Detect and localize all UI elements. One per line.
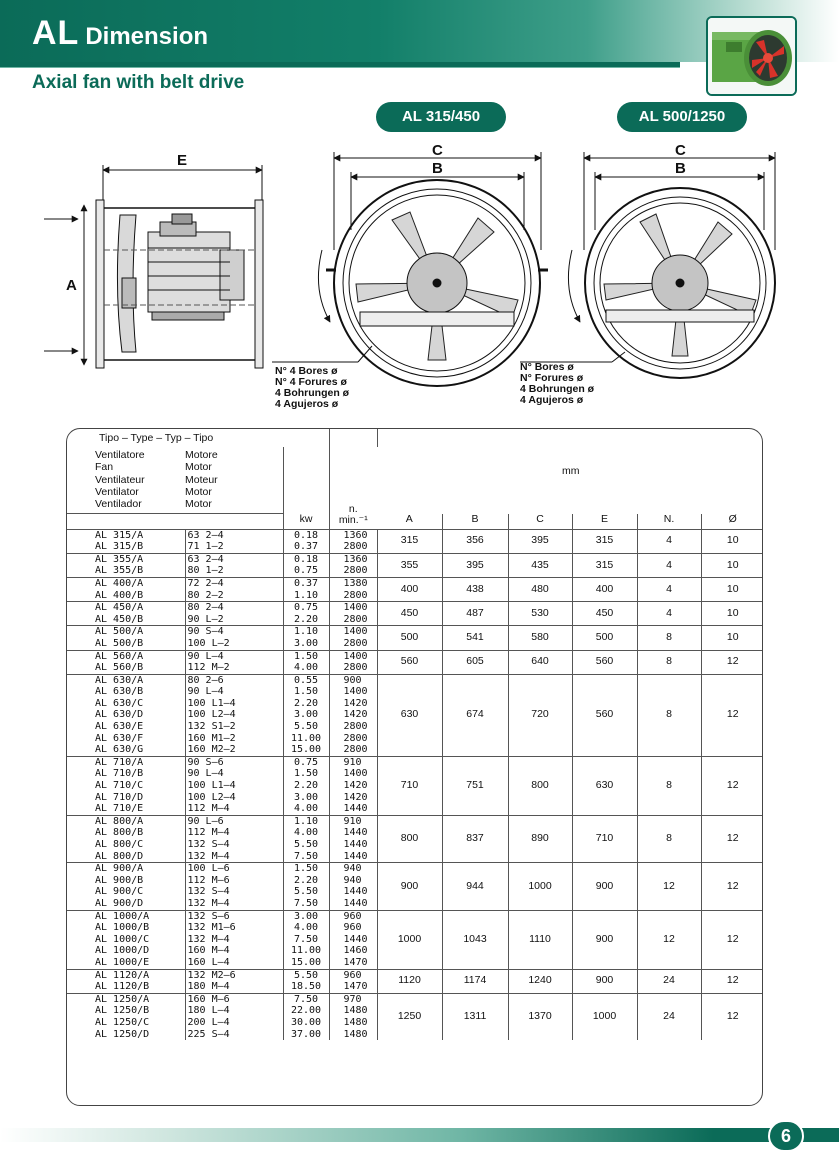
speed-cell: 940 940 1440 1440 <box>329 863 377 910</box>
bore-diameter-cell: 10 <box>701 529 763 553</box>
col-header-e: E <box>572 514 637 529</box>
power-cell: 0.37 1.10 <box>283 577 329 601</box>
bore-diameter-cell: 12 <box>701 756 763 815</box>
bore-count-cell: 8 <box>637 756 701 815</box>
dim-label-b-small: B <box>432 160 443 177</box>
dim-a-cell: 500 <box>377 626 442 650</box>
motor-cell: 90 L–4 112 M–2 <box>185 650 283 674</box>
dim-e-cell: 630 <box>572 756 637 815</box>
dimension-drawings <box>0 0 839 430</box>
dim-b-cell: 487 <box>442 602 508 626</box>
motor-cell: 72 2–4 80 2–2 <box>185 577 283 601</box>
fan-type-cell: AL 450/A AL 450/B <box>67 602 185 626</box>
fan-type-cell: AL 900/A AL 900/B AL 900/C AL 900/D <box>67 863 185 910</box>
col-header-b: B <box>442 514 508 529</box>
dim-e-cell: 560 <box>572 650 637 674</box>
fan-label-header: Ventilatore Fan Ventilateur Ventilator Ventilador <box>67 447 185 514</box>
speed-cell: 960 960 1440 1460 1470 <box>329 910 377 969</box>
dim-c-cell: 1240 <box>508 969 572 993</box>
dim-b-cell: 751 <box>442 756 508 815</box>
dim-label-e: E <box>177 152 188 169</box>
bore-count-cell: 8 <box>637 626 701 650</box>
dim-a-cell: 400 <box>377 577 442 601</box>
model-pill-large: AL 500/1250 <box>617 102 747 132</box>
dim-e-cell: 1000 <box>572 993 637 1040</box>
dim-e-cell: 900 <box>572 863 637 910</box>
table-row <box>67 910 763 969</box>
power-cell: 0.75 2.20 <box>283 602 329 626</box>
table-row <box>67 756 763 815</box>
dim-b-cell: 395 <box>442 553 508 577</box>
front-view-small <box>272 152 548 386</box>
dim-label-c-small: C <box>432 142 443 159</box>
bore-count-cell: 24 <box>637 993 701 1040</box>
table-row <box>67 863 763 910</box>
dim-b-cell: 1174 <box>442 969 508 993</box>
dim-label-c-large: C <box>675 142 686 159</box>
page-number: 6 <box>768 1120 804 1152</box>
fan-type-cell: AL 1000/A AL 1000/B AL 1000/C AL 1000/D AL 1000/E <box>67 910 185 969</box>
power-cell: 1.50 2.20 5.50 7.50 <box>283 863 329 910</box>
dim-c-cell: 580 <box>508 626 572 650</box>
fan-type-cell: AL 800/A AL 800/B AL 800/C AL 800/D <box>67 815 185 862</box>
dim-c-cell: 640 <box>508 650 572 674</box>
col-header-a: A <box>377 514 442 529</box>
speed-cell: 910 1440 1440 1440 <box>329 815 377 862</box>
motor-label-header: Motore Motor Moteur Motor Motor <box>185 447 283 514</box>
series-name: AL <box>32 14 80 52</box>
dim-a-cell: 800 <box>377 815 442 862</box>
title-text: Dimension <box>85 23 209 50</box>
dim-b-cell: 605 <box>442 650 508 674</box>
fan-type-cell: AL 1250/A AL 1250/B AL 1250/C AL 1250/D <box>67 993 185 1040</box>
dim-c-cell: 890 <box>508 815 572 862</box>
bores-note-large: N° Bores ø N° Forures ø 4 Bohrungen ø 4 Agujeros ø <box>520 361 595 406</box>
fan-type-cell: AL 355/A AL 355/B <box>67 553 185 577</box>
motor-cell: 160 M–6 180 L–4 200 L–4 225 S–4 <box>185 993 283 1040</box>
fan-type-cell: AL 400/A AL 400/B <box>67 577 185 601</box>
dim-b-cell: 674 <box>442 674 508 756</box>
dim-b-cell: 1043 <box>442 910 508 969</box>
power-cell: 0.55 1.50 2.20 3.00 5.50 11.00 15.00 <box>283 674 329 756</box>
bore-count-cell: 4 <box>637 529 701 553</box>
dim-c-cell: 720 <box>508 674 572 756</box>
model-pill-small: AL 315/450 <box>376 102 506 132</box>
dim-a-cell: 315 <box>377 529 442 553</box>
dim-label-b-large: B <box>675 160 686 177</box>
speed-cell: 1360 2800 <box>329 553 377 577</box>
bore-count-cell: 4 <box>637 602 701 626</box>
speed-cell: 1400 2800 <box>329 626 377 650</box>
dim-a-cell: 450 <box>377 602 442 626</box>
dim-a-cell: 1250 <box>377 993 442 1040</box>
dim-e-cell: 450 <box>572 602 637 626</box>
speed-cell: 960 1470 <box>329 969 377 993</box>
col-header-n: N. <box>637 514 701 529</box>
table-row <box>67 993 763 1040</box>
motor-cell: 100 L–6 112 M–6 132 S–4 132 M–4 <box>185 863 283 910</box>
table-row <box>67 602 763 626</box>
dim-a-cell: 355 <box>377 553 442 577</box>
bore-diameter-cell: 12 <box>701 674 763 756</box>
speed-cell: 1400 2800 <box>329 650 377 674</box>
motor-cell: 90 S–4 100 L–2 <box>185 626 283 650</box>
table-row <box>67 674 763 756</box>
bore-diameter-cell: 12 <box>701 863 763 910</box>
motor-cell: 132 S–6 132 M1–6 132 M–4 160 M–4 160 L–4 <box>185 910 283 969</box>
power-cell: 0.18 0.75 <box>283 553 329 577</box>
table-row <box>67 577 763 601</box>
bore-count-cell: 8 <box>637 674 701 756</box>
bore-diameter-cell: 12 <box>701 910 763 969</box>
bore-diameter-cell: 10 <box>701 626 763 650</box>
dim-e-cell: 500 <box>572 626 637 650</box>
bore-diameter-cell: 12 <box>726 1010 739 1023</box>
dim-e-cell: 315 <box>572 529 637 553</box>
footer-band <box>0 1128 839 1142</box>
motor-cell: 80 2–6 90 L–4 100 L1–4 100 L2–4 132 S1–2 160 M1–2 160 M2–2 <box>185 674 283 756</box>
side-view-drawing <box>44 165 263 368</box>
bore-diameter-cell: 12 <box>701 969 763 993</box>
dim-e-cell: 400 <box>572 577 637 601</box>
dim-a-cell: 900 <box>377 863 442 910</box>
dim-b-cell: 438 <box>442 577 508 601</box>
motor-cell: 63 2–4 71 1–2 <box>185 529 283 553</box>
dimension-table <box>66 428 763 1106</box>
fan-type-cell: AL 500/A AL 500/B <box>67 626 185 650</box>
dim-c-cell: 1110 <box>508 910 572 969</box>
dim-e-cell: 900 <box>572 910 637 969</box>
bore-count-cell: 4 <box>637 577 701 601</box>
page-subtitle: Axial fan with belt drive <box>32 72 245 93</box>
dim-b-cell: 837 <box>442 815 508 862</box>
dim-a-cell: 560 <box>377 650 442 674</box>
dim-b-cell: 541 <box>442 626 508 650</box>
dim-c-cell: 480 <box>508 577 572 601</box>
table-row <box>67 626 763 650</box>
power-cell: 0.18 0.37 <box>283 529 329 553</box>
dim-c-cell: 1000 <box>508 863 572 910</box>
kw-header: kw <box>283 447 329 529</box>
dim-e-cell: 900 <box>572 969 637 993</box>
fan-type-cell: AL 710/A AL 710/B AL 710/C AL 710/D AL 710/E <box>67 756 185 815</box>
motor-cell: 90 L–6 112 M–4 132 S–4 132 M–4 <box>185 815 283 862</box>
bore-diameter-cell: 10 <box>701 577 763 601</box>
dim-b-cell: 944 <box>442 863 508 910</box>
table-row <box>67 553 763 577</box>
power-cell: 1.10 4.00 5.50 7.50 <box>283 815 329 862</box>
speed-cell: 910 1400 1420 1420 1440 <box>329 756 377 815</box>
dim-c-cell: 1370 <box>508 993 572 1040</box>
bore-count-cell: 24 <box>637 969 701 993</box>
bore-count-cell: 12 <box>637 910 701 969</box>
power-cell: 1.50 4.00 <box>283 650 329 674</box>
speed-cell: 1380 2800 <box>329 577 377 601</box>
dim-c-cell: 395 <box>508 529 572 553</box>
table-row <box>67 969 763 993</box>
motor-cell: 63 2–4 80 1–2 <box>185 553 283 577</box>
fan-type-cell: AL 1120/A AL 1120/B <box>67 969 185 993</box>
dim-a-cell: 1000 <box>377 910 442 969</box>
power-cell: 5.50 18.50 <box>283 969 329 993</box>
dim-e-cell: 710 <box>572 815 637 862</box>
front-view-large <box>520 152 775 378</box>
fan-type-cell: AL 315/A AL 315/B <box>67 529 185 553</box>
dim-b-cell: 1311 <box>442 993 508 1040</box>
table-row <box>67 529 763 553</box>
table-row <box>67 650 763 674</box>
speed-cell: 900 1400 1420 1420 2800 2800 2800 <box>329 674 377 756</box>
fan-type-cell: AL 560/A AL 560/B <box>67 650 185 674</box>
bore-count-cell: 4 <box>637 553 701 577</box>
bore-count-cell: 12 <box>637 863 701 910</box>
speed-cell: 1400 2800 <box>329 602 377 626</box>
dim-a-cell: 710 <box>377 756 442 815</box>
motor-cell: 80 2–4 90 L–2 <box>185 602 283 626</box>
speed-cell: 1360 2800 <box>329 529 377 553</box>
dim-b-cell: 356 <box>442 529 508 553</box>
fan-type-cell: AL 630/A AL 630/B AL 630/C AL 630/D AL 630/E AL 630/F AL 630/G <box>67 674 185 756</box>
dim-a-cell: 1120 <box>377 969 442 993</box>
col-header-diameter: Ø <box>701 514 763 529</box>
speed-cell: 970 1480 1480 1480 <box>329 993 377 1040</box>
dim-e-cell: 560 <box>572 674 637 756</box>
power-cell: 1.10 3.00 <box>283 626 329 650</box>
bore-diameter-cell: 10 <box>701 602 763 626</box>
dim-label-a: A <box>66 277 77 294</box>
power-cell: 7.50 22.00 30.00 37.00 <box>283 993 329 1040</box>
power-cell: 3.00 4.00 7.50 11.00 15.00 <box>283 910 329 969</box>
bore-diameter-cell: 12 <box>701 815 763 862</box>
bore-count-cell: 8 <box>637 815 701 862</box>
dim-e-cell: 315 <box>572 553 637 577</box>
dim-c-cell: 435 <box>508 553 572 577</box>
dim-c-cell: 530 <box>508 602 572 626</box>
dim-a-cell: 630 <box>377 674 442 756</box>
power-cell: 0.75 1.50 2.20 3.00 4.00 <box>283 756 329 815</box>
bore-diameter-cell: 12 <box>701 650 763 674</box>
dim-c-cell: 800 <box>508 756 572 815</box>
table-row <box>67 815 763 862</box>
motor-cell: 90 S–6 90 L–4 100 L1–4 100 L2–4 112 M–4 <box>185 756 283 815</box>
type-header: Tipo – Type – Typ – Tipo <box>99 432 214 444</box>
bore-count-cell: 8 <box>637 650 701 674</box>
col-header-c: C <box>508 514 572 529</box>
bore-diameter-cell: 10 <box>701 553 763 577</box>
motor-cell: 132 M2–6 180 M–4 <box>185 969 283 993</box>
rpm-header: n. min.⁻¹ <box>329 447 377 529</box>
bores-note-small: N° 4 Bores ø N° 4 Forures ø 4 Bohrungen ø 4 Agujeros ø <box>275 365 350 410</box>
mm-header: mm <box>562 464 580 477</box>
